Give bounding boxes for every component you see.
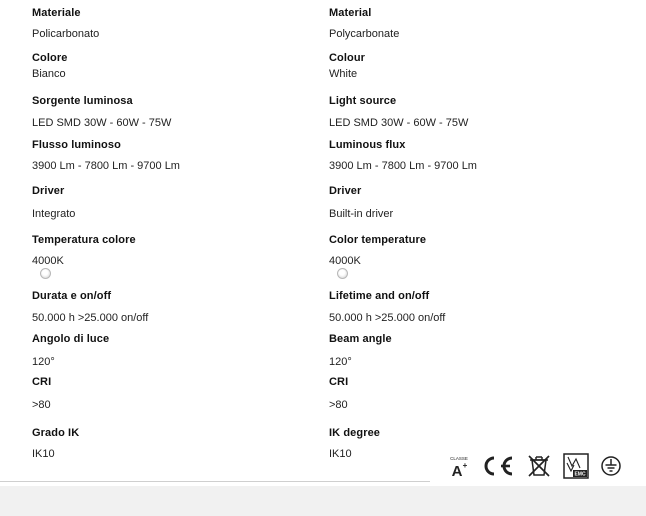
spec-value-cri: >80 — [329, 399, 348, 411]
ce-mark-icon — [480, 455, 516, 477]
emc-label: EMC — [574, 471, 586, 478]
energy-class-top-label: CLASSE — [450, 456, 468, 461]
spec-label-cri: CRI — [32, 376, 52, 388]
emc-icon — [562, 452, 590, 480]
spec-label-color-temperature: Color temperature — [329, 234, 427, 246]
spec-value-driver: Built-in driver — [329, 208, 394, 220]
spec-value-cri: >80 — [32, 399, 51, 411]
spec-label-ik: IK degree — [329, 427, 381, 439]
earth-ground-icon — [600, 455, 622, 477]
bottom-divider — [0, 481, 430, 482]
spec-value-luminous-flux: 3900 Lm - 7800 Lm - 9700 Lm — [329, 160, 477, 172]
spec-label-cri: CRI — [329, 376, 349, 388]
spec-value-color-temperature: 4000K — [32, 255, 64, 267]
color-temperature-swatch — [40, 268, 51, 279]
certification-icons — [448, 452, 622, 480]
spec-value-beam-angle: 120° — [32, 356, 55, 368]
spec-value-light-source: LED SMD 30W - 60W - 75W — [329, 117, 469, 129]
spec-value-material: Policarbonato — [32, 28, 100, 40]
footer-band — [0, 486, 646, 516]
spec-value-beam-angle: 120° — [329, 356, 352, 368]
spec-label-color-temperature: Temperatura colore — [32, 234, 136, 246]
spec-value-colour: White — [329, 68, 358, 80]
spec-value-colour: Bianco — [32, 68, 66, 80]
spec-label-beam-angle: Beam angle — [329, 333, 392, 345]
no-disposal-icon — [526, 453, 552, 479]
spec-label-colour: Colore — [32, 52, 68, 64]
spec-label-driver: Driver — [329, 185, 362, 197]
spec-value-driver: Integrato — [32, 208, 76, 220]
spec-value-ik: IK10 — [32, 448, 55, 460]
energy-class-icon — [448, 453, 470, 479]
spec-label-driver: Driver — [32, 185, 65, 197]
spec-value-ik: IK10 — [329, 448, 352, 460]
spec-label-material: Materiale — [32, 7, 81, 19]
spec-value-light-source: LED SMD 30W - 60W - 75W — [32, 117, 172, 129]
spec-label-lifetime: Lifetime and on/off — [329, 290, 430, 302]
spec-label-luminous-flux: Luminous flux — [329, 139, 406, 151]
spec-label-colour: Colour — [329, 52, 366, 64]
spec-value-lifetime: 50.000 h >25.000 on/off — [329, 312, 446, 324]
spec-label-ik: Grado IK — [32, 427, 80, 439]
energy-class-letter: A — [451, 463, 463, 479]
spec-label-light-source: Light source — [329, 95, 397, 107]
spec-label-material: Material — [329, 7, 372, 19]
spec-value-material: Polycarbonate — [329, 28, 400, 40]
spec-label-light-source: Sorgente luminosa — [32, 95, 133, 107]
spec-label-beam-angle: Angolo di luce — [32, 333, 110, 345]
energy-class-plus: + — [462, 461, 468, 470]
spec-value-luminous-flux: 3900 Lm - 7800 Lm - 9700 Lm — [32, 160, 180, 172]
spec-value-color-temperature: 4000K — [329, 255, 361, 267]
spec-label-lifetime: Durata e on/off — [32, 290, 112, 302]
spec-value-lifetime: 50.000 h >25.000 on/off — [32, 312, 149, 324]
color-temperature-swatch — [337, 268, 348, 279]
spec-label-luminous-flux: Flusso luminoso — [32, 139, 121, 151]
